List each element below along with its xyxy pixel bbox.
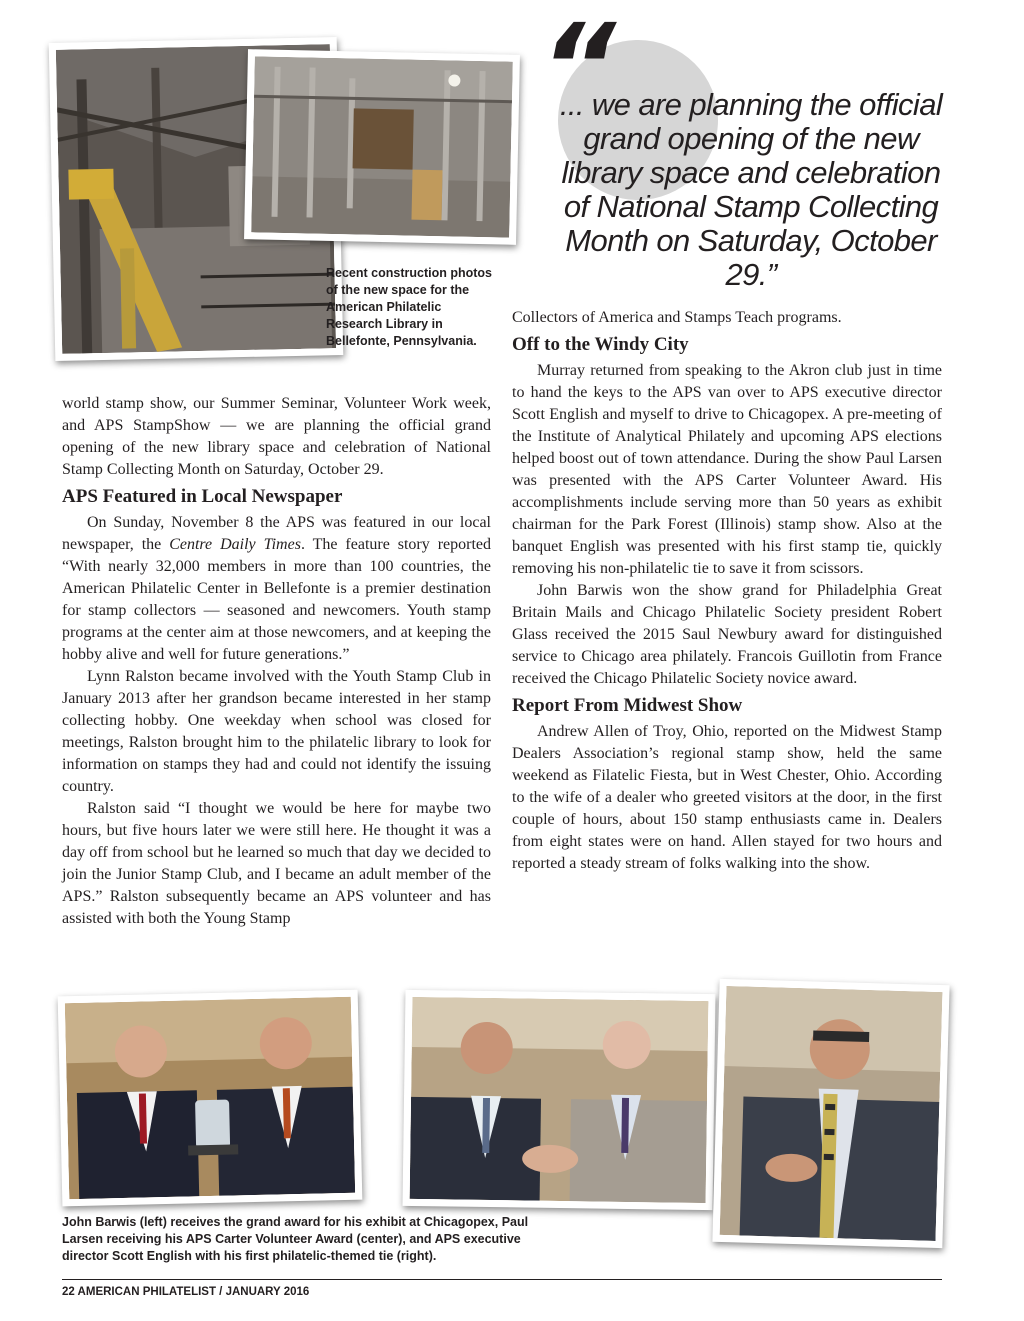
page-footer: 22 AMERICAN PHILATELIST / JANUARY 2016 — [62, 1286, 310, 1298]
section-heading: APS Featured in Local Newspaper — [62, 486, 343, 507]
paragraph: John Barwis won the show grand for Philadelphia Great Britain Mails and Chicago Philatelic Society president Robert Glass received the 2015 Saul Newbury award for distinguished service to Chicago area philately. Francois Guillotin from France received the Chicago Philatelic Society novice award. — [512, 582, 942, 687]
left-column — [62, 393, 491, 930]
award-photo-english — [712, 979, 949, 1248]
award-photo-barwis — [58, 990, 363, 1207]
paragraph: Ralston said “I thought we would be here for maybe two hours, but five hours later we were still here. He thought it was a day off from school but he learned so much that day we decided to join the Junior Stamp Club, and I became an adult member of the APS.” Ralston subsequently became an APS volunteer and has assisted with both the Young Stamp — [62, 800, 491, 927]
paragraph: Lynn Ralston became involved with the Youth Stamp Club in January 2013 after her grandson became interested in her stamp collecting hobby. One weekday when school was closed for meetings, Ralston brought him to the philatelic library to look for information on stamps they had and could not identify the issuing country. — [62, 668, 491, 795]
pull-quote: ... we are planning the official grand opening of the new library space and celebration of National Stamp Collecting Month on Saturday, October 29.” — [559, 87, 943, 292]
paragraph: world stamp show, our Summer Seminar, Volunteer Work week, and APS StampShow — we are planning the official grand opening of the new library space and celebration of National Stamp Collecting Month on Saturday, October 29. — [62, 395, 491, 478]
photo-caption-top: Recent construction photos of the new space for the American Philatelic Research Library in Bellefonte, Pennsylvania. — [326, 266, 492, 348]
paragraph: On Sunday, November 8 the APS was featured in our local newspaper, the Centre Daily Times. The feature story reported “With nearly 32,000 members in more than 100 countries, the American Philatelic Center in Bellefonte is a premier destination for stamp collectors — seasoned and newcomers. Youth stamp programs at the center aim at those newcomers, and at keeping the hobby alive and well for future generations.” — [62, 514, 491, 663]
paragraph: Collectors of America and Stamps Teach programs. — [512, 309, 842, 326]
quote-mark-icon: “ — [540, 0, 602, 136]
award-photo-larsen — [403, 990, 716, 1210]
paragraph: Murray returned from speaking to the Akron club just in time to hand the keys to the APS van over to APS executive director Scott English and myself to drive to Chicagopex. A pre-meeting of the Institute of Analytical Philately and upcoming APS elections helped boost out of town attendance. During the show Paul Larsen was presented with the APS Carter Volunteer Award. His accomplishments include serving more than 50 years as exhibit chairman for the Park Forest (Illinois) stamp show. Also at the banquet English was presented with his first stamp tie, quickly removing his non-philatelic tie to save it from scissors. — [512, 362, 942, 577]
section-heading: Off to the Windy City — [512, 334, 689, 355]
section-heading: Report From Midwest Show — [512, 695, 743, 716]
construction-photo-right — [244, 49, 520, 245]
photo-caption-bottom: John Barwis (left) receives the grand award for his exhibit at Chicagopex, Paul Larsen receiving his APS Carter Volunteer Award (center), and APS executive director Scott English with his first philatelic-themed tie (right). — [62, 1215, 529, 1263]
footer-rule — [62, 1279, 942, 1280]
right-column — [512, 307, 942, 875]
paragraph: Andrew Allen of Troy, Ohio, reported on the Midwest Stamp Dealers Association’s regional stamp show, held the same weekend as Filatelic Fiesta, but in West Chester, Ohio. According to the wife of a dealer who greeted visitors at the door, in the first couple of hours, about 150 stamp enthusiasts came in. Dealers from eight states were on hand. Allen stayed for two hours and reported a steady stream of folks walking into the show. — [512, 723, 942, 872]
